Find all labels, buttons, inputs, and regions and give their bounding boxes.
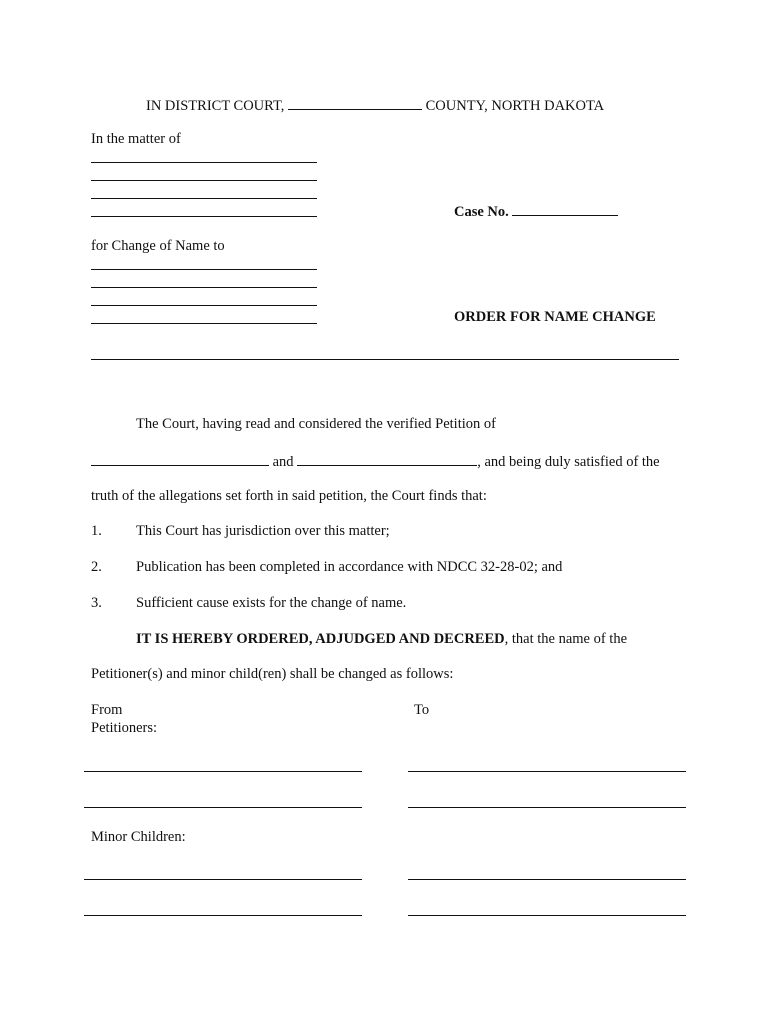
- child-from-line-2[interactable]: [84, 915, 362, 916]
- ordered-bold-text: IT IS HEREBY ORDERED, ADJUDGED AND DECREED: [136, 631, 505, 647]
- matter-name-line-4[interactable]: [91, 216, 317, 217]
- court-heading-suffix: COUNTY, NORTH DAKOTA: [425, 98, 605, 114]
- new-name-line-4[interactable]: [91, 323, 317, 324]
- in-the-matter-of-label: In the matter of: [91, 131, 181, 147]
- petitioner-to-line-2[interactable]: [408, 807, 686, 808]
- new-name-line-1[interactable]: [91, 269, 317, 270]
- child-to-line-2[interactable]: [408, 915, 686, 916]
- matter-name-line-2[interactable]: [91, 180, 317, 181]
- finding-1-text: This Court has jurisdiction over this matter;: [136, 523, 390, 539]
- petitioners-label: Petitioners:: [91, 720, 158, 736]
- petitioner-to-line-1[interactable]: [408, 771, 686, 772]
- petitioner-from-line-2[interactable]: [84, 807, 362, 808]
- petitioner-from-line-1[interactable]: [84, 771, 362, 772]
- and-text: and: [272, 454, 294, 470]
- petitioners-change-text: Petitioner(s) and minor child(ren) shall be changed as follows:: [91, 666, 454, 682]
- child-to-line-1[interactable]: [408, 879, 686, 880]
- order-title: ORDER FOR NAME CHANGE: [454, 309, 656, 325]
- case-number-blank[interactable]: [512, 201, 618, 216]
- finding-3-number: 3.: [91, 595, 102, 611]
- finding-2-text: Publication has been completed in accordance with NDCC 32-28-02; and: [136, 559, 563, 575]
- caption-separator: [91, 359, 679, 360]
- case-number-label: Case No.: [454, 204, 509, 220]
- matter-name-line-1[interactable]: [91, 162, 317, 163]
- truth-text: truth of the allegations set forth in said petition, the Court finds that:: [91, 488, 487, 504]
- child-from-line-1[interactable]: [84, 879, 362, 880]
- from-label: From: [91, 702, 123, 718]
- court-heading: [146, 95, 604, 115]
- ordered-rest-text: , that the name of the: [504, 631, 628, 647]
- new-name-line-2[interactable]: [91, 287, 317, 288]
- county-blank[interactable]: [288, 95, 422, 110]
- duly-satisfied-text: , and being duly satisfied of the: [477, 454, 660, 470]
- petitioner-name-blank-2[interactable]: [297, 451, 477, 466]
- petitioner-names-line: [91, 451, 660, 471]
- matter-name-line-3[interactable]: [91, 198, 317, 199]
- petitioner-name-blank-1[interactable]: [91, 451, 269, 466]
- case-number-field: [454, 201, 618, 221]
- change-of-name-label: for Change of Name to: [91, 238, 225, 254]
- ordered-paragraph: [136, 630, 627, 648]
- to-label: To: [414, 702, 430, 718]
- new-name-line-3[interactable]: [91, 305, 317, 306]
- finding-2-number: 2.: [91, 559, 102, 575]
- court-heading-prefix: IN DISTRICT COURT,: [146, 98, 285, 114]
- finding-1-number: 1.: [91, 523, 102, 539]
- intro-text: The Court, having read and considered the verified Petition of: [136, 416, 496, 432]
- minor-children-label: Minor Children:: [91, 829, 186, 845]
- finding-3-text: Sufficient cause exists for the change of name.: [136, 595, 407, 611]
